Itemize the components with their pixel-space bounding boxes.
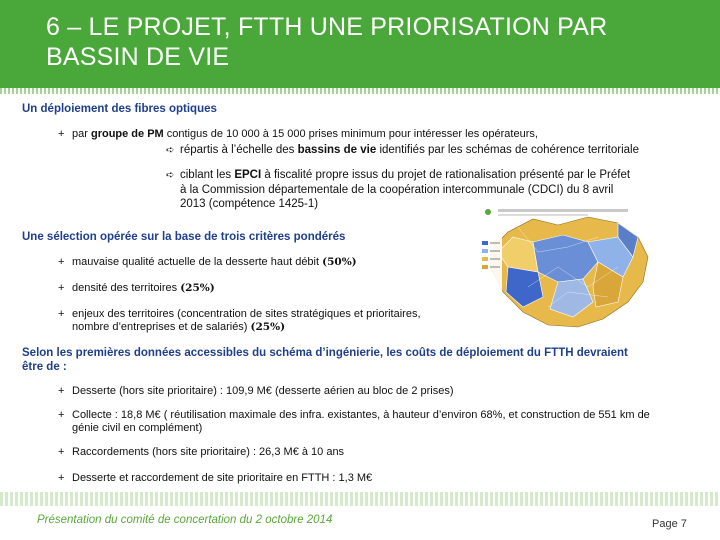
bullet: + (58, 409, 65, 421)
item-emphasis: groupe de PM (90, 128, 164, 140)
footer-divider (0, 492, 720, 506)
list-item (58, 282, 215, 295)
item-text: répartis à l’échelle des (180, 144, 298, 156)
sub-item (166, 144, 639, 157)
bullet: + (58, 256, 65, 268)
item-text: par (72, 128, 91, 140)
list-item (58, 409, 718, 435)
section-heading-deployment: Un déploiement des fibres optiques (22, 103, 217, 115)
item-text: Collecte : 18,8 M€ ( réutilisation maximale des infra. existantes, à hauteur d’environ 68%, et construction de 551 km de (72, 409, 650, 421)
bullet: + (58, 385, 65, 397)
title-line-2: BASSIN DE VIE (46, 43, 230, 71)
list-item (58, 308, 421, 334)
item-text: nombre d’entreprises et de salariés) (72, 321, 251, 333)
bullet: + (58, 472, 65, 484)
item-text: contigus de 10 000 à 15 000 prises minimum pour intéresser les opérateurs, (163, 128, 538, 140)
item-text: mauvaise qualité actuelle de la desserte haut débit (72, 256, 323, 268)
item-text: à fiscalité propre issus du projet de rationalisation présenté par le Préfet (261, 169, 631, 181)
item-weight: (25%) (250, 321, 286, 333)
footer-caption: Présentation du comité de concertation du 2 octobre 2014 (37, 514, 333, 526)
page-title (46, 12, 706, 72)
list-item (58, 256, 357, 269)
list-item (58, 472, 372, 485)
item-text: 2013 (compétence 1425-1) (180, 198, 319, 210)
item-text: génie civil en complément) (72, 422, 203, 434)
arrow-icon: ➪ (166, 145, 175, 156)
sub-item (166, 168, 630, 211)
section-heading-costs (22, 346, 712, 374)
title-line-1: 6 – LE PROJET, FTTH UNE PRIORISATION PAR (46, 13, 608, 41)
territory-map-image (478, 207, 664, 337)
header-divider (0, 88, 720, 94)
bullet: + (58, 128, 65, 140)
item-text: à la Commission départementale de la coopération intercommunale (CDCI) du 8 avril (180, 184, 614, 196)
bullet: + (58, 282, 65, 294)
page-number: Page 7 (652, 518, 687, 530)
list-item (58, 128, 538, 141)
item-weight: (50%) (322, 256, 357, 268)
item-text: identifiés par les schémas de cohérence territoriale (376, 144, 639, 156)
section-heading-criteria: Une sélection opérée sur la base de trois critères pondérés (22, 231, 346, 243)
item-text: densité des territoires (72, 282, 181, 294)
title-band (0, 0, 720, 88)
item-text: Raccordements (hors site prioritaire) : 26,3 M€ à 10 ans (72, 446, 345, 458)
item-text: ciblant les (180, 169, 235, 181)
item-weight: (25%) (180, 282, 215, 294)
item-text: Desserte (hors site prioritaire) : 109,9 M€ (desserte aérien au bloc de 2 prises) (72, 385, 454, 397)
heading-line: être de : (22, 361, 67, 373)
bullet: + (58, 308, 65, 320)
list-item (58, 385, 454, 398)
item-emphasis: bassins de vie (297, 144, 377, 156)
bullet: + (58, 446, 65, 458)
list-item (58, 446, 344, 459)
item-emphasis: EPCI (234, 169, 262, 181)
heading-line: Selon les premières données accessibles du schéma d’ingénierie, les coûts de déploiement du FTTH devraient (22, 347, 628, 359)
item-text: enjeux des territoires (concentration de sites stratégiques et prioritaires, (72, 308, 421, 320)
arrow-icon: ➪ (166, 170, 175, 181)
item-text: Desserte et raccordement de site prioritaire en FTTH : 1,3 M€ (72, 472, 373, 484)
